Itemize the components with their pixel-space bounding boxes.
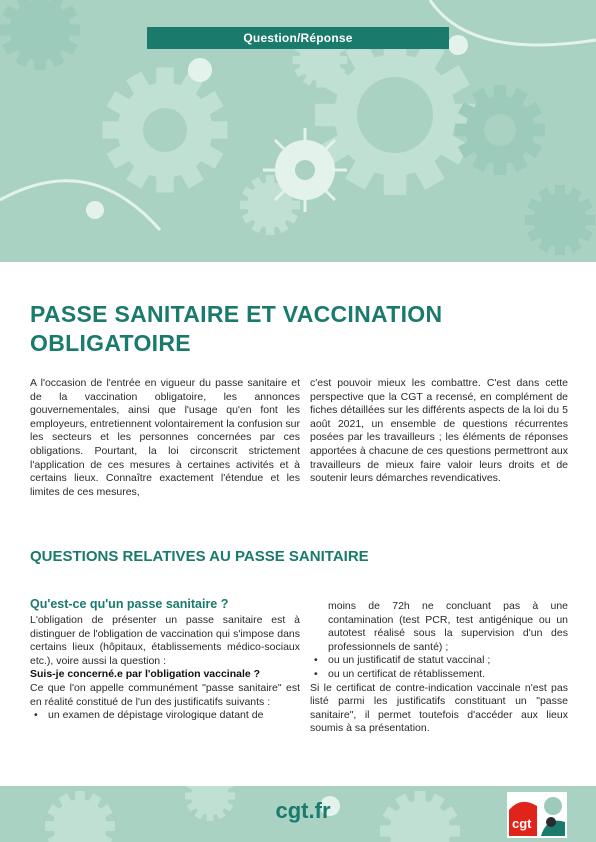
intro-column-left	[30, 377, 300, 499]
list-item-text: un examen de dépistage virologique datant de	[48, 709, 264, 722]
answer-bold-question: Suis-je concerné.e par l'obligation vaccinale ?	[30, 668, 261, 681]
gear-shape	[0, 0, 80, 70]
cgt-logo-icon	[507, 792, 567, 838]
bullet-icon: •	[314, 654, 318, 667]
intro-column-right	[310, 377, 568, 486]
hero-banner	[0, 0, 596, 262]
list-item-text: ou un certificat de rétablissement.	[328, 667, 485, 680]
list-item	[30, 709, 300, 723]
logo-text: cgt	[512, 816, 532, 831]
bullet-icon: •	[314, 667, 318, 680]
list-item-continued-text: moins de 72h ne concluant pas à une contamination (test PCR, test antigénique ou un autotest réalisé sous la supervision d'un des professionnels de santé) ;	[328, 600, 568, 653]
list-item-text: ou un justificatif de statut vaccinal ;	[328, 654, 491, 667]
list-item	[310, 654, 568, 668]
virus-shape	[263, 128, 347, 212]
answer-column-right	[310, 600, 568, 736]
page-title: PASSE SANITAIRE ET VACCINATION OBLIGATOIRE	[30, 301, 443, 356]
website-link[interactable]: cgt.fr	[275, 798, 331, 823]
justificatifs-list-continued	[310, 654, 568, 681]
answer-column-left	[30, 614, 300, 723]
document-type-badge: Question/Réponse	[147, 27, 449, 49]
bullet-icon: •	[34, 709, 38, 722]
answer-paragraph: Ce que l'on appelle communément "passe sanitaire" est en réalité constitué de l'un des justificatifs suivants :	[30, 681, 300, 708]
answer-paragraph: Si le certificat de contre-indication vaccinale n'est pas listé parmi les justificatifs constituant un "passe sanitaire", il permet toutefois d'accéder aux lieux soumis à sa présentation.	[310, 681, 568, 735]
section-title: QUESTIONS RELATIVES AU PASSE SANITAIRE	[30, 548, 369, 565]
intro-paragraph: A l'occasion de l'entrée en vigueur du passe sanitaire et de la vaccination obligatoire, les annonces gouvernementales, ainsi que l'usage qu'en font les employeurs, entretiennent volontairement la confusion sur les secteurs et les personnes concernées par ces obligations. Pourtant, la loi circonscrit strictement l'application de ces mesures à certaines activités et à certains lieux. Connaître exactement l'étendue et les limites de ces mesures,	[30, 377, 300, 498]
list-item	[310, 668, 568, 682]
intro-paragraph-continued: c'est pouvoir mieux les combattre. C'est dans cette perspective que la CGT a recensé, en complément de fiches détaillées sur les différents aspects de la loi du 5 août 2021, un ensemble de questions récurrentes posées par les travailleurs ; les éléments de réponses apportées à chacune de ces questions permettront aux travailleurs de mieux faire valoir leurs droits et de soutenir leurs démarches revendicatives.	[310, 377, 568, 485]
justificatifs-list	[30, 709, 300, 723]
answer-paragraph: L'obligation de présenter un passe sanitaire est à distinguer de l'obligation de vaccination qui s'impose dans certains lieux (hôpitaux, établissements médico-sociaux etc.), voire aussi la question :	[30, 614, 300, 667]
gear-shape	[525, 185, 595, 255]
question-heading: Qu'est-ce qu'un passe sanitaire ?	[30, 597, 229, 611]
